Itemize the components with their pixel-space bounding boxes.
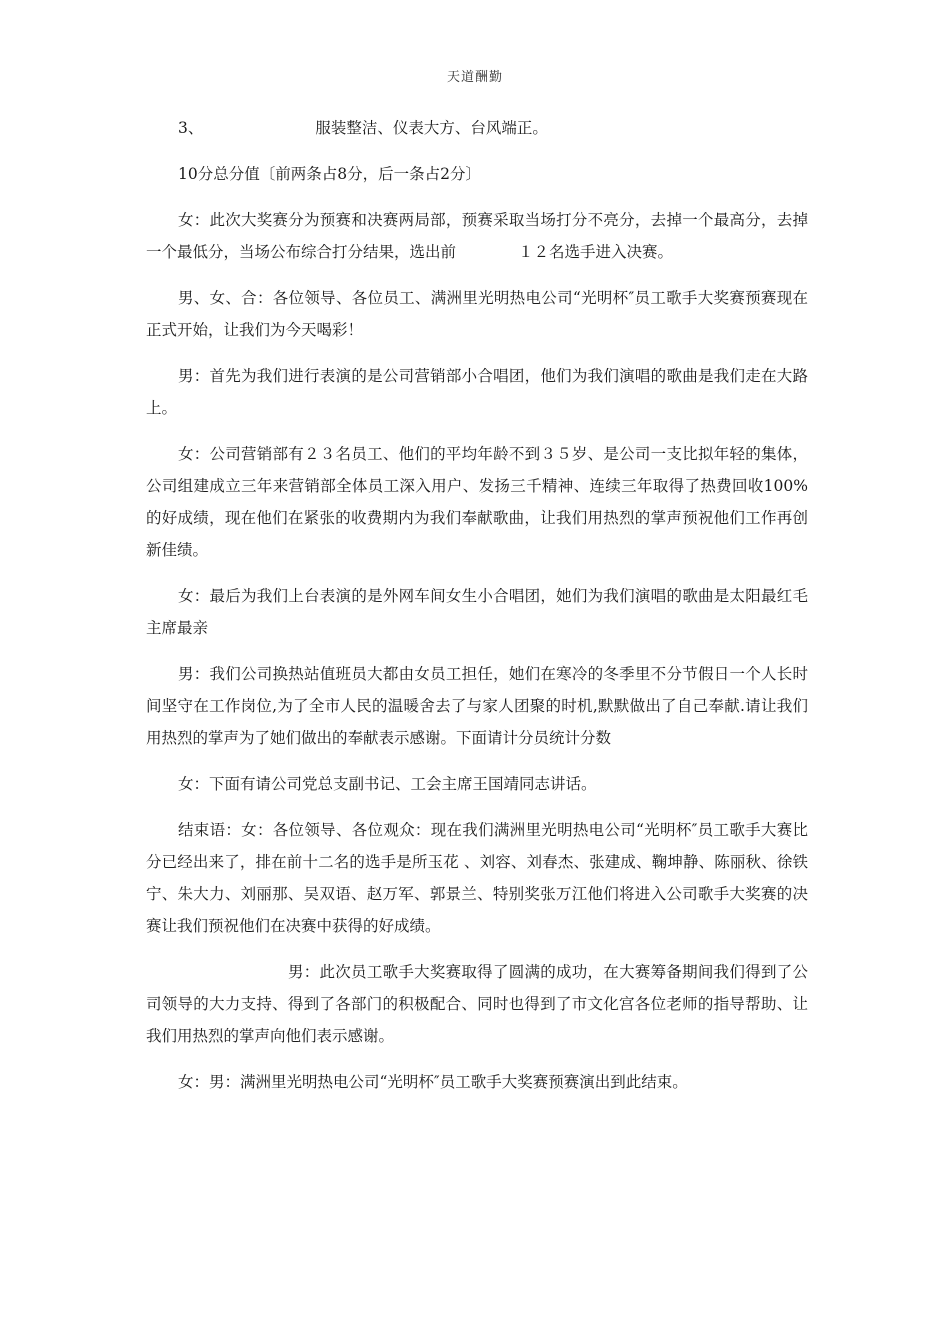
- document-body: [146, 112, 808, 1112]
- paragraph-score-total: 10分总分值〔前两条占8分，后一条占2分〕: [178, 165, 481, 183]
- paragraph-speech: 女：下面有请公司党总支副书记、工会主席王国靖同志讲话。: [178, 775, 597, 793]
- paragraph-station-staff: 男：我们公司换热站值班员大都由女员工担任，她们在寒冷的冬季里不分节假日一个人长时间坚守在工作岗位,为了全市人民的温暖舍去了与家人团聚的时机,默默做出了自己奉献.请让我们用热烈的掌声为了她们做出的奉献表示感谢。下面请计分员统计分数: [146, 665, 808, 747]
- paragraph-last-performance: 女：最后为我们上台表演的是外网车间女生小合唱团，她们为我们演唱的歌曲是太阳最红毛主席最亲: [146, 587, 808, 637]
- criterion-text: 服装整洁、仪表大方、台风端正。: [315, 119, 548, 137]
- paragraph-end: 女：男：满洲里光明热电公司“光明杯″员工歌手大奖赛预赛演出到此结束。: [178, 1073, 688, 1091]
- paragraph-closing-results: 结束语：女：各位领导、各位观众：现在我们满洲里光明热电公司“光明杯″员工歌手大赛比分已经出来了，排在前十二名的选手是所玉花 、刘容、刘春杰、张建成、鞠坤静、陈丽秋、徐铁宁、朱大力、刘丽那、吴双语、赵万军、郭景兰、特别奖张万江他们将进入公司歌手大奖赛的决赛让我们预祝他们在决赛中获得的好成绩。: [146, 821, 808, 935]
- paragraph-thanks: 男：此次员工歌手大奖赛取得了圆满的成功，在大赛筹备期间我们得到了公司领导的大力支持、得到了各部门的积极配合、同时也得到了市文化宫各位老师的指导帮助、让我们用热烈的掌声向他们表示感谢。: [146, 963, 808, 1045]
- page-header: 天道酬勤: [446, 70, 503, 85]
- paragraph-criterion-3: [146, 112, 808, 144]
- paragraph-first-performance: 男：首先为我们进行表演的是公司营销部小合唱团，他们为我们演唱的歌曲是我们走在大路上。: [146, 367, 808, 417]
- paragraph-opening: 男、女、合：各位领导、各位员工、满洲里光明热电公司“光明杯″员工歌手大奖赛预赛现在正式开始，让我们为今天喝彩！: [146, 289, 808, 339]
- rules-text: 女：此次大奖赛分为预赛和决赛两局部，预赛采取当场打分不亮分，去掉一个最高分，去掉一个最低分，当场公布综合打分结果，选出前: [146, 211, 808, 261]
- rules-text-end: １２名选手进入决赛。: [518, 243, 674, 261]
- paragraph-marketing-intro: 女：公司营销部有２３名员工、他们的平均年龄不到３５岁、是公司一支比拟年轻的集体，公司组建成立三年来营销部全体员工深入用户、发扬三千精神、连续三年取得了热费回收100%的好成绩，现在他们在紧张的收费期内为我们奉献歌曲，让我们用热烈的掌声预祝他们工作再创新佳绩。: [146, 445, 808, 559]
- paragraph-rules: [146, 204, 808, 268]
- criterion-number: 3、: [178, 119, 204, 137]
